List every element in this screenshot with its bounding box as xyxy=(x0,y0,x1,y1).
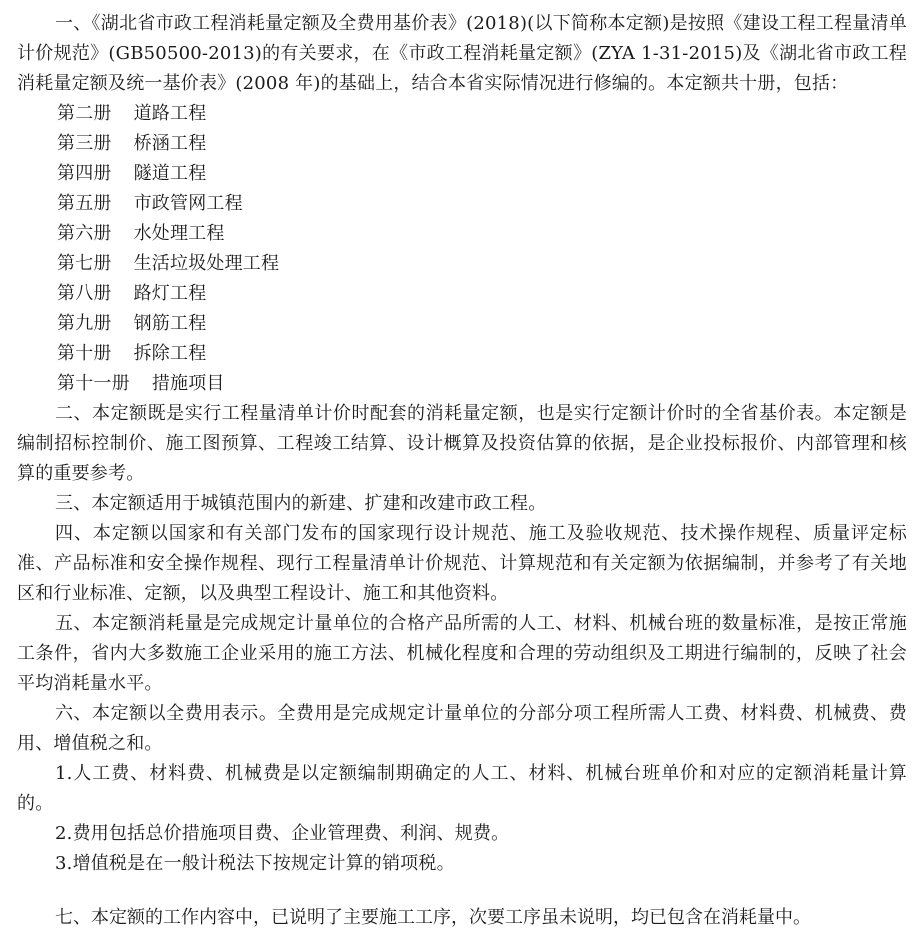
volume-name: 隧道工程 xyxy=(133,163,207,184)
volume-number: 第十册 xyxy=(57,343,112,364)
paragraph-4: 四、本定额以国家和有关部门发布的国家现行设计规范、施工及验收规范、技术操作规程、质量评定标准、产品标准和安全操作规程、现行工程量清单计价规范、计算规范和有关定额为依据编制，并参考了有关地区和行业标准、定额，以及典型工程设计、施工和其他资料。 xyxy=(17,523,907,604)
volume-name: 措施项目 xyxy=(151,373,225,394)
volume-item xyxy=(17,369,907,399)
volume-number: 第七册 xyxy=(57,253,112,274)
paragraph-6-item-2: 2.费用包括总价措施项目费、企业管理费、利润、规费。 xyxy=(55,823,510,844)
volume-name: 市政管网工程 xyxy=(133,193,243,214)
paragraph-2: 二、本定额既是实行工程量清单计价时配套的消耗量定额，也是实行定额计价时的全省基价表。本定额是编制招标控制价、施工图预算、工程竣工结算、设计概算及投资估算的依据，是企业投标报价、内部管理和核算的重要参考。 xyxy=(17,403,907,484)
volume-number: 第二册 xyxy=(57,103,112,124)
volume-number: 第五册 xyxy=(57,193,112,214)
volume-number: 第六册 xyxy=(57,223,112,244)
volume-item xyxy=(17,279,907,309)
volume-item xyxy=(17,219,907,249)
volume-name: 水处理工程 xyxy=(133,223,225,244)
volume-item xyxy=(17,159,907,189)
volume-item xyxy=(17,129,907,159)
volume-number: 第四册 xyxy=(57,163,112,184)
volume-number: 第三册 xyxy=(57,133,112,154)
volume-number: 第九册 xyxy=(57,313,112,334)
volume-item xyxy=(17,249,907,279)
paragraph-6-item-1: 1.人工费、材料费、机械费是以定额编制期确定的人工、材料、机械台班单价和对应的定额消耗量计算的。 xyxy=(17,763,907,814)
paragraph-7: 七、本定额的工作内容中，已说明了主要施工工序，次要工序虽未说明，均已包含在消耗量中。 xyxy=(55,907,811,928)
volume-item xyxy=(17,339,907,369)
volume-item xyxy=(17,189,907,219)
paragraph-5: 五、本定额消耗量是完成规定计量单位的合格产品所需的人工、材料、机械台班的数量标准，是按正常施工条件，省内大多数施工企业采用的施工方法、机械化程度和合理的劳动组织及工期进行编制的，反映了社会平均消耗量水平。 xyxy=(17,613,907,694)
volume-name: 拆除工程 xyxy=(133,343,207,364)
volume-number: 第八册 xyxy=(57,283,112,304)
volume-number: 第十一册 xyxy=(57,373,130,394)
paragraph-7-cut-off xyxy=(17,903,907,933)
volume-name: 钢筋工程 xyxy=(133,313,207,334)
volume-name: 路灯工程 xyxy=(133,283,207,304)
volume-item xyxy=(17,99,907,129)
paragraph-6: 六、本定额以全费用表示。全费用是完成规定计量单位的分部分项工程所需人工费、材料费、机械费、费用、增值税之和。 xyxy=(17,703,907,754)
paragraph-3: 三、本定额适用于城镇范围内的新建、扩建和改建市政工程。 xyxy=(55,493,547,514)
paragraph-1: 一、《湖北省市政工程消耗量定额及全费用基价表》(2018)(以下简称本定额)是按照《建设工程工程量清单计价规范》(GB50500-2013)的有关要求，在《市政工程消耗量定额》(ZYA 1-31-2015)及《湖北省市政工程消耗量定额及统一基价表》(2008 年)的基础上，结合本省实际情况进行修编的。本定额共十册，包括： xyxy=(17,13,907,94)
paragraph-6-item-3: 3.增值税是在一般计税法下按规定计算的销项税。 xyxy=(55,853,455,874)
volume-name: 道路工程 xyxy=(133,103,207,124)
volume-name: 桥涵工程 xyxy=(133,133,207,154)
volume-item xyxy=(17,309,907,339)
volume-list xyxy=(17,99,907,399)
volume-name: 生活垃圾处理工程 xyxy=(133,253,280,274)
